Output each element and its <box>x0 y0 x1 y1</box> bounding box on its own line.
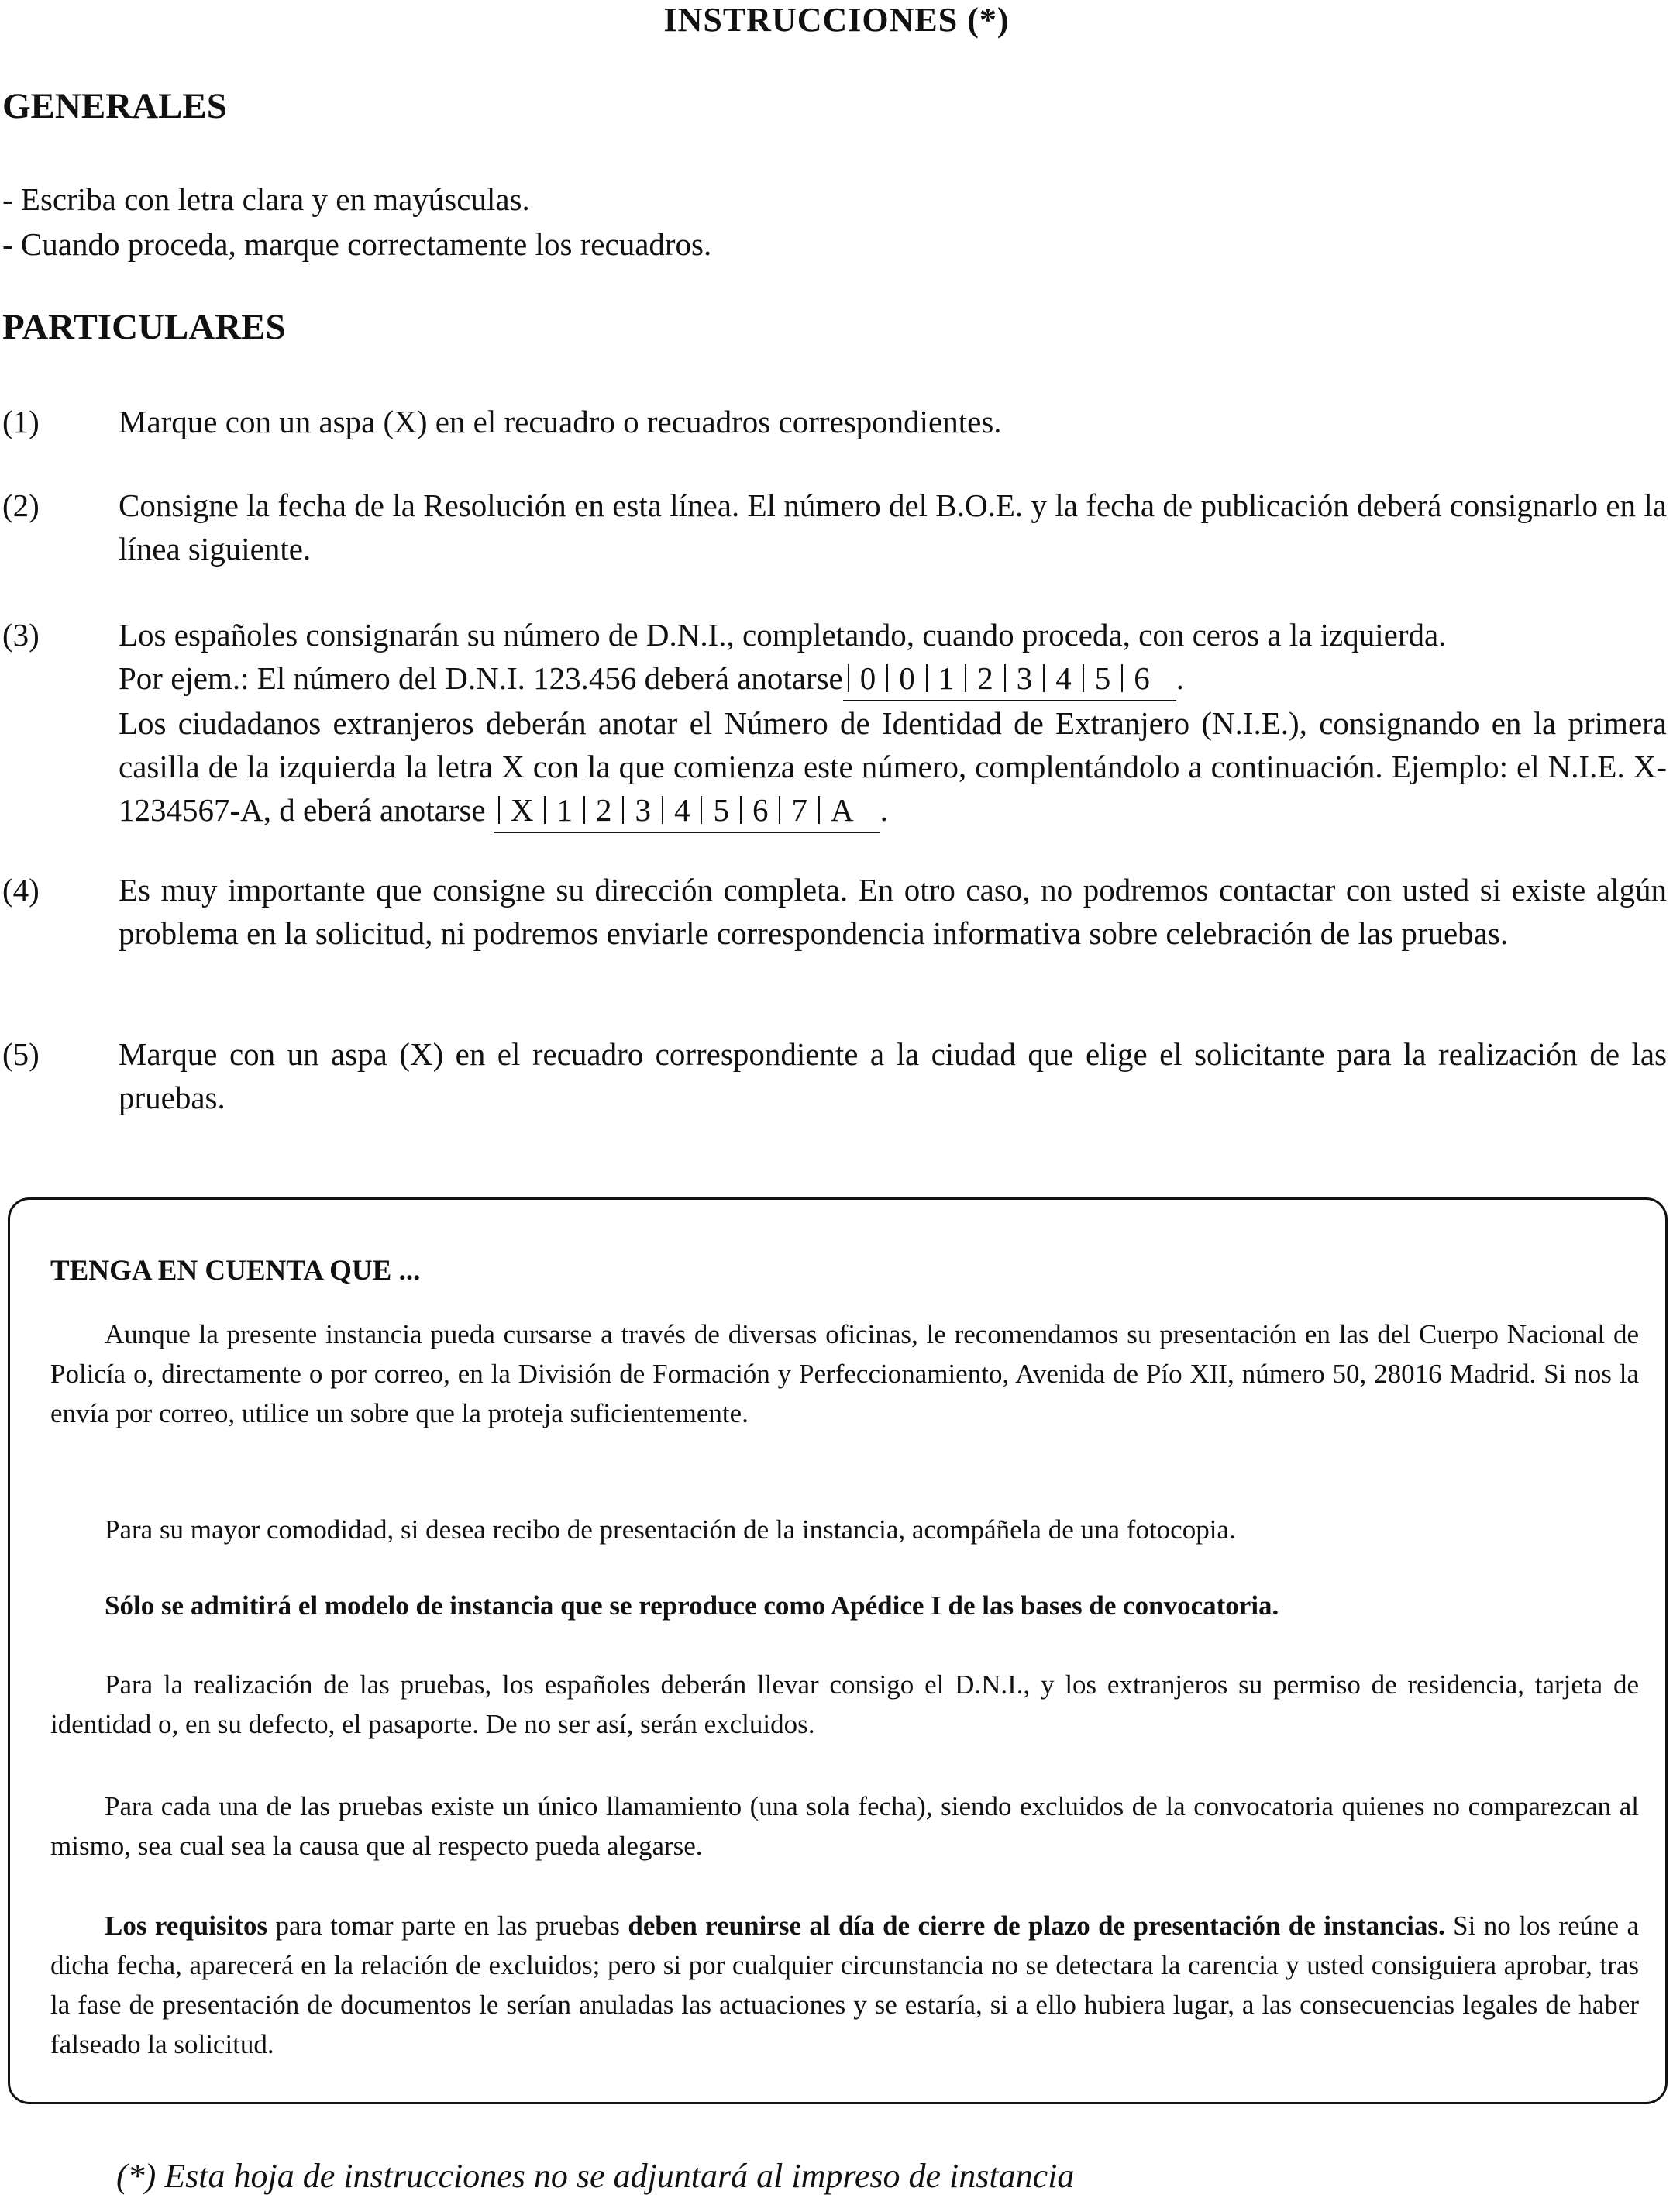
generales-list <box>2 177 711 267</box>
page-title: INSTRUCCIONES (*) <box>663 1 1010 39</box>
item-number: (3) <box>2 617 40 653</box>
generales-heading: GENERALES <box>2 86 227 126</box>
nie-example: Los ciudadanos extranjeros deberán anotar el Número de Identidad de Extranjero (N.I.E.), consignando en la primera casilla de la izquierda la letra X con la que comienza este número, complentándolo a continuación. Ejemplo: el N.I.E. X-1234567-A, d eberá anotarse X 1 2 3 4 5 6 7 A . <box>119 701 1667 833</box>
dni-boxes: 0 0 1 2 3 4 5 6 <box>843 656 1176 701</box>
instruction-item-4 <box>2 868 1667 955</box>
dni-example: Por ejem.: El número del D.N.I. 123.456 deberá anotarse 0 0 1 2 3 4 5 6 . <box>119 656 1667 701</box>
instruction-item-1 <box>2 400 1667 443</box>
notice-paragraph: Para cada una de las pruebas existe un único llamamiento (una sola fecha), siendo excluidos de la convocatoria quienes no comparezcan al mismo, sea cual sea la causa que al respecto pueda alegarse. <box>50 1791 1639 1861</box>
item-text: Es muy importante que consigne su dirección completa. En otro caso, no podremos contactar con usted si existe algún problema en la solicitud, ni podremos enviarle correspondencia informativa sobre celebración de las pruebas. <box>119 872 1667 951</box>
particulares-heading: PARTICULARES <box>2 307 286 347</box>
notice-paragraph: Los requisitos para tomar parte en las pruebas deben reunirse al día de cierre de plazo de presentación de instancias. Si no los reúne a dicha fecha, aparecerá en la relación de excluidos; pero si por cualquier circunstancia no se detectara la carencia y usted consiguiera aprobar, tras la fase de presentación de documentos le serían anuladas las actuaciones y se estaría, si a ello hubiera lugar, a las consecuencias legales de haber falseado la solicitud. <box>50 1911 1639 2059</box>
notice-paragraph-bold: Sólo se admitirá el modelo de instancia que se reproduce como Apédice I de las bases de convocatoria. <box>105 1590 1279 1621</box>
generales-line: - Cuando proceda, marque correctamente los recuadros. <box>2 226 712 262</box>
item-number: (1) <box>2 404 40 439</box>
item-number: (5) <box>2 1036 40 1072</box>
item-number: (4) <box>2 872 40 908</box>
generales-line: - Escriba con letra clara y en mayúsculas. <box>2 181 530 217</box>
item-number: (2) <box>2 488 40 523</box>
notice-heading: TENGA EN CUENTA QUE ... <box>50 1255 421 1287</box>
item-text: Marque con un aspa (X) en el recuadro correspondiente a la ciudad que elige el solicitante para la realización de las pruebas. <box>119 1036 1667 1115</box>
nie-boxes: X 1 2 3 4 5 6 7 A <box>494 788 880 833</box>
notice-paragraph: Aunque la presente instancia pueda cursarse a través de diversas oficinas, le recomendamos su presentación en las del Cuerpo Nacional de Policía o, directamente o por correo, en la División de Formación y Perfeccionamiento, Avenida de Pío XII, número 50, 28016 Madrid. Si nos la envía por correo, utilice un sobre que la proteja suficientemente. <box>50 1319 1639 1428</box>
instruction-item-3 <box>2 613 1667 833</box>
notice-paragraph: Para su mayor comodidad, si desea recibo de presentación de la instancia, acompáñela de una fotocopia. <box>105 1514 1236 1545</box>
notice-box <box>8 1197 1668 2104</box>
item-text: Los españoles consignarán su número de D.N.I., completando, cuando proceda, con ceros a la izquierda. <box>119 617 1447 653</box>
item-text: Consigne la fecha de la Resolución en esta línea. El número del B.O.E. y la fecha de publicación deberá consignarlo en la línea siguiente. <box>119 488 1667 567</box>
footer-note: (*) Esta hoja de instrucciones no se adjuntará al impreso de instancia <box>116 2157 1075 2195</box>
instruction-item-5 <box>2 1032 1667 1119</box>
item-text: Marque con un aspa (X) en el recuadro o recuadros correspondientes. <box>119 404 1002 439</box>
notice-paragraph: Para la realización de las pruebas, los españoles deberán llevar consigo el D.N.I., y los extranjeros su permiso de residencia, tarjeta de identidad o, en su defecto, el pasaporte. De no ser así, serán excluidos. <box>50 1669 1639 1739</box>
instruction-item-2 <box>2 484 1667 570</box>
